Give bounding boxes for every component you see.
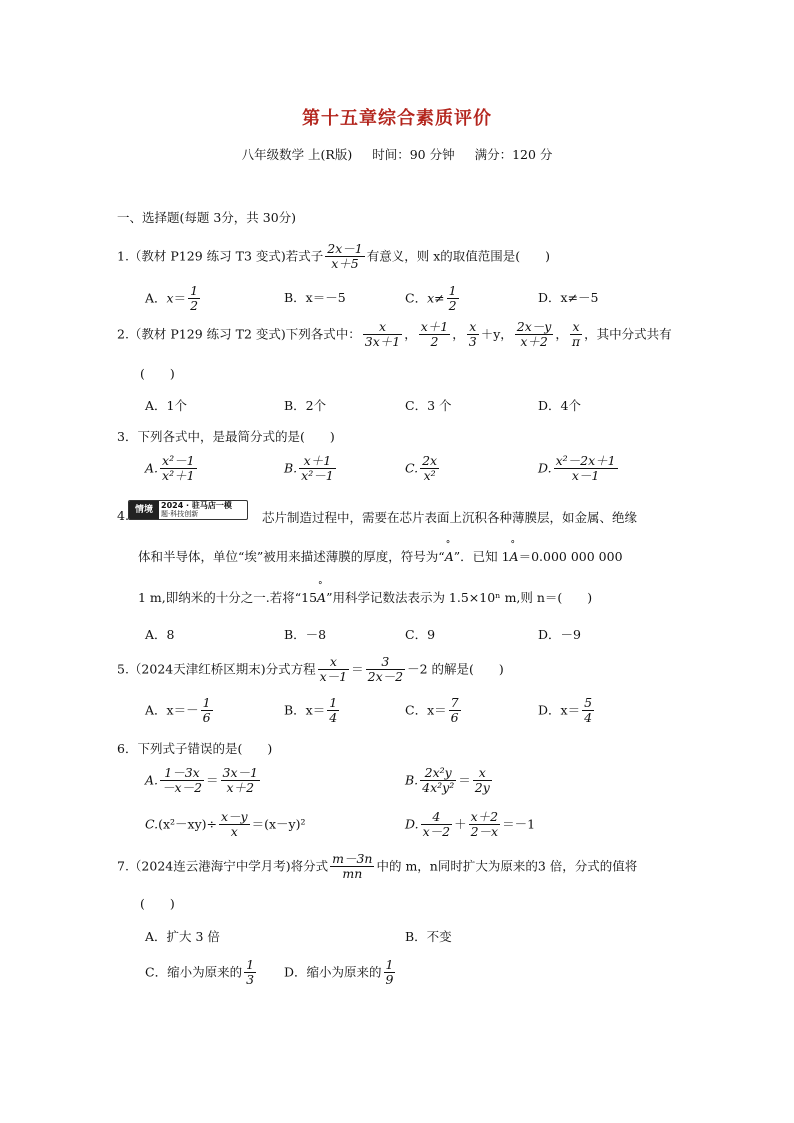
q3-option-c[interactable]: C. $\frac{2x}{\text{x²}}$ <box>405 453 438 484</box>
question-4-number: 4. <box>117 508 129 523</box>
subtitle-grade: 八年级数学 上(R版) <box>241 147 353 162</box>
q4-option-b[interactable]: B．－8 <box>284 627 327 642</box>
q4-line-1: 芯片制造过程中，需要在芯片表面上沉积各种薄膜层，如金属、绝缘 <box>262 510 638 525</box>
q4-line-2: 体和半导体，单位“埃”被用来描述薄膜的厚度，符号为“° A”．已知 1° A＝0.000 000 000 <box>138 547 623 565</box>
q4-option-a[interactable]: A．8 <box>145 627 175 642</box>
q5-option-a[interactable]: A．x＝－ $\frac{1}{6}$ <box>145 695 211 726</box>
question-5-stem: 5.（2024天津红桥区期末)分式方程 $\frac{x}{x-1}$ ＝ $\frac{3}{2x-2}$ －2 的解是( ) <box>117 654 504 685</box>
question-7-stem: 7.（2024连云港海宁中学月考)将分式 $\frac{m-3n}{mn}$ 中的 m，n同时扩大为原来的3 倍，分式的值将 <box>117 851 638 882</box>
page-subtitle <box>0 145 794 163</box>
q4-option-c[interactable]: C．9 <box>405 627 436 642</box>
q6-option-b[interactable]: B. $\frac{\text{2x²y}}{\text{4x²y²}}$ ＝ $\frac{x}{2y}$ <box>405 765 490 796</box>
q5-option-d[interactable]: D．x＝ $\frac{5}{4}$ <box>538 695 593 726</box>
q5-option-c[interactable]: C．x＝ $\frac{7}{6}$ <box>405 695 459 726</box>
question-2-stem: 2.（教材 P129 练习 T2 变式)下列各式中： $\frac{x}{3x+1}$ ， $\frac{x+1}{2}$ ， $\frac{x}{3}$ ＋y， $\frac{2x-y}{x+2}$ ， $\frac{x}{\pi}$ ，其中分式共有 <box>117 319 672 350</box>
section-heading: 一、选择题(每题 3分，共 30分) <box>117 210 297 225</box>
angstrom-symbol: ° A <box>317 590 326 605</box>
q7-option-d[interactable]: D．缩小为原来的 $\frac{1}{9}$ <box>284 957 394 988</box>
q7-answer-paren: ( ) <box>140 896 175 911</box>
q6-option-c[interactable]: C.(x²－xy)÷ $\frac{x-y}{x}$ ＝(x－y)² <box>145 809 306 840</box>
q3-option-d[interactable]: D. $\frac{\text{x²－2x＋1}}{x-1}$ <box>538 453 616 484</box>
q4-line-3: 1 m,即纳米的十分之一.若将“15° A”用科学记数法表示为 1.5×10ⁿ m,则 n＝( ) <box>138 588 592 606</box>
q4-option-d[interactable]: D．－9 <box>538 627 581 642</box>
q7-option-a[interactable]: A．扩大 3 倍 <box>145 929 220 944</box>
page-title: 第十五章综合素质评价 <box>302 108 492 129</box>
q2-option-c[interactable]: C．3 个 <box>405 398 452 413</box>
q1-option-c[interactable]: C．x≠ $\frac{1}{2}$ <box>405 283 457 314</box>
question-1-stem: 1.（教材 P129 练习 T3 变式)若式子 $\frac{2x-1}{x+5}$ 有意义，则 x的取值范围是( ) <box>117 241 551 272</box>
angstrom-symbol: ° A <box>445 549 454 564</box>
q1-option-b[interactable]: B．x＝－5 <box>284 290 346 305</box>
q2-option-d[interactable]: D．4个 <box>538 398 581 413</box>
q1-fraction: $\frac{2x-1}{x+5}$ <box>327 241 363 272</box>
q2-option-a[interactable]: A．1个 <box>145 398 187 413</box>
q3-option-a[interactable]: A. $\frac{\text{x²－1}}{\text{x²＋1}}$ <box>145 453 195 484</box>
q2-answer-paren: ( ) <box>140 366 175 381</box>
question-6-stem: 6．下列式子错误的是( ) <box>117 741 273 756</box>
q6-option-a[interactable]: A. $\frac{1-3x}{-x-2}$ ＝ $\frac{3x-1}{x+2}$ <box>145 765 259 796</box>
angstrom-symbol: ° A <box>510 549 519 564</box>
q5-option-b[interactable]: B．x＝ $\frac{1}{4}$ <box>284 695 338 726</box>
q1-option-d[interactable]: D．x≠－5 <box>538 290 599 305</box>
subtitle-time: 时间：90 分钟 <box>372 147 455 162</box>
q2-option-b[interactable]: B．2个 <box>284 398 327 413</box>
q7-option-b[interactable]: B．不变 <box>405 929 452 944</box>
q1-option-a[interactable]: A．x＝ $\frac{1}{2}$ <box>145 283 199 314</box>
context-badge: 情境 2024 · 驻马店一模 题·科技创新 <box>128 500 248 520</box>
q6-option-d[interactable]: D. $\frac{4}{x-2}$ ＋ $\frac{x+2}{2-x}$ ＝－1 <box>405 809 536 840</box>
subtitle-score: 满分：120 分 <box>474 147 553 162</box>
q3-option-b[interactable]: B. $\frac{x+1}{\text{x²－1}}$ <box>284 453 334 484</box>
q7-option-c[interactable]: C．缩小为原来的 $\frac{1}{3}$ <box>145 957 255 988</box>
question-3-stem: 3．下列各式中，是最简分式的是( ) <box>117 429 335 444</box>
